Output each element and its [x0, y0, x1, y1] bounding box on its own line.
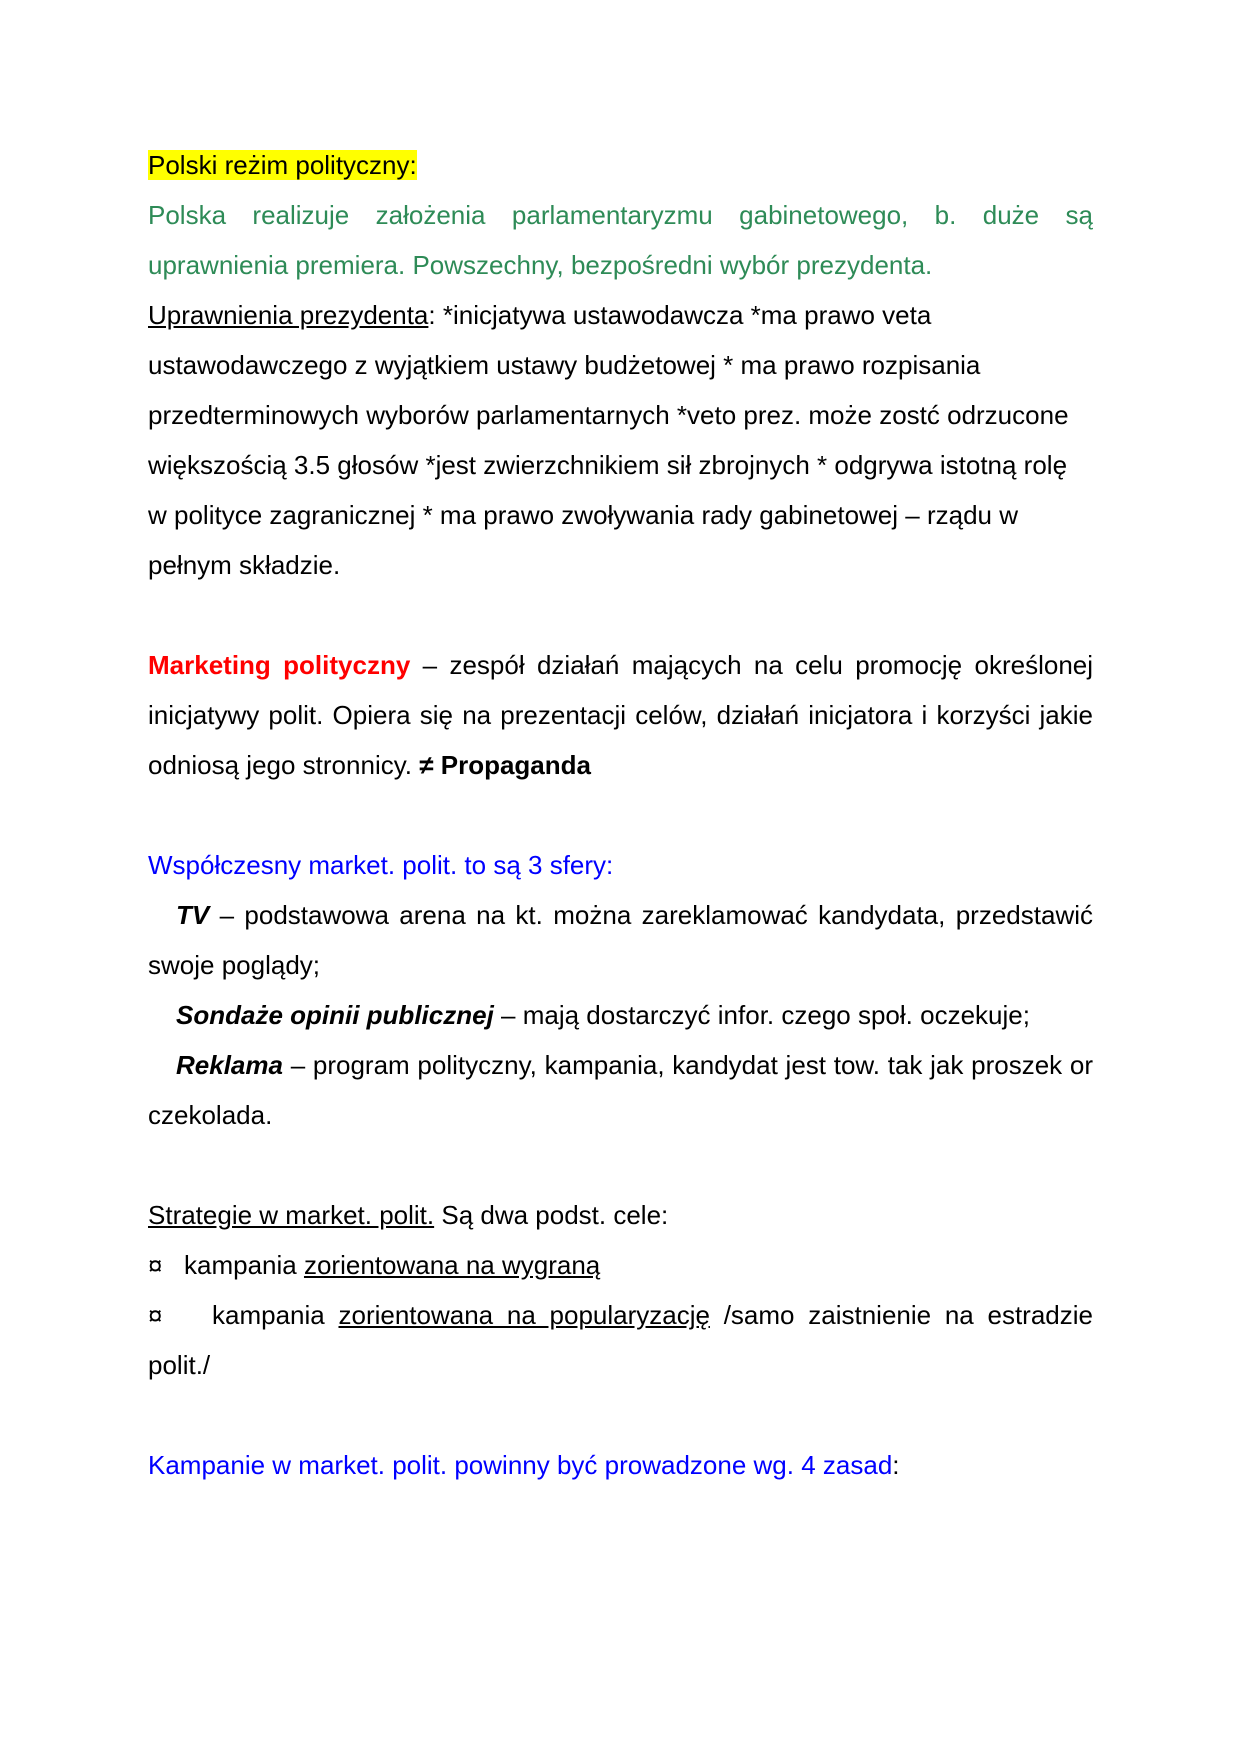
sphere-text: – mają dostarczyć infor. czego społ. oczekuje; — [493, 1000, 1030, 1030]
list-item — [148, 1240, 1093, 1290]
list-item — [148, 1290, 1093, 1390]
spacer — [148, 590, 1093, 640]
president-powers — [148, 290, 1093, 590]
strategy-rest: /samo zaistnienie na estradzie polit./ — [148, 1300, 1093, 1380]
campaigns-heading-colon: : — [892, 1450, 900, 1480]
list-item — [148, 990, 1093, 1040]
strategies-heading-underlined: Strategie w market. polit. — [148, 1200, 435, 1230]
campaigns-heading — [148, 1440, 1093, 1490]
currency-bullet-icon: ¤ — [148, 1300, 163, 1330]
document-page — [148, 140, 1093, 1490]
propaganda-contrast: ≠ Propaganda — [419, 750, 591, 780]
strategy-underlined: zorientowana na popularyzację — [338, 1300, 710, 1330]
sphere-term: Sondaże opinii publicznej — [176, 1000, 494, 1030]
strategy-prefix: kampania — [184, 1250, 304, 1280]
currency-bullet-icon: ¤ — [148, 1250, 163, 1280]
marketing-term: Marketing polityczny — [148, 650, 411, 680]
highlighted-heading: Polski reżim polityczny: — [148, 150, 417, 180]
sphere-text: – program polityczny, kampania, kandydat jest tow. tak jak proszek or czekolada. — [148, 1050, 1093, 1130]
spacer — [148, 1140, 1093, 1190]
strategy-prefix: kampania — [212, 1300, 339, 1330]
spheres-heading: Współczesny market. polit. to są 3 sfery: — [148, 850, 614, 880]
sphere-term: TV — [176, 900, 210, 930]
marketing-definition — [148, 640, 1093, 790]
powers-colon: : — [428, 300, 436, 330]
sphere-text: – podstawowa arena na kt. można zareklamować kandydata, przedstawić swoje poglądy; — [148, 900, 1093, 980]
section-heading-regime — [148, 140, 1093, 190]
strategy-underlined: zorientowana na wygraną — [303, 1250, 601, 1280]
strategies-heading — [148, 1190, 1093, 1240]
campaigns-heading-text: Kampanie w market. polit. powinny być prowadzone wg. 4 zasad — [148, 1450, 893, 1480]
list-item — [148, 1040, 1093, 1140]
strategies-heading-rest: Są dwa podst. cele: — [434, 1200, 669, 1230]
powers-text: *inicjatywa ustawodawcza *ma prawo veta ustawodawczego z wyjątkiem ustawy budżetowej * ma prawo rozpisania przedterminowych wyborów parlamentarnych *veto prez. może zostć odrzucone większością 3.5 głosów *jest zwierzchnikiem sił zbrojnych * odgrywa istotną rolę w polityce zagranicznej * ma prawo zwoływania rady gabinetowej – rządu w pełnym składzie. — [148, 300, 1069, 580]
marketing-definition-text: – zespół działań mających na celu promocję określonej inicjatywy polit. Opiera się na prezentacji celów, działań inicjatora i korzyści jakie odniosą jego stronnicy. — [148, 650, 1094, 780]
powers-label: Uprawnienia prezydenta — [148, 300, 429, 330]
sphere-term: Reklama — [176, 1050, 283, 1080]
regime-intro: Polska realizuje założenia parlamentaryzmu gabinetowego, b. duże są uprawnienia premiera. Powszechny, bezpośredni wybór prezydenta. — [148, 200, 1093, 280]
spacer — [148, 1390, 1093, 1440]
spacer — [148, 790, 1093, 840]
list-item — [148, 890, 1093, 990]
